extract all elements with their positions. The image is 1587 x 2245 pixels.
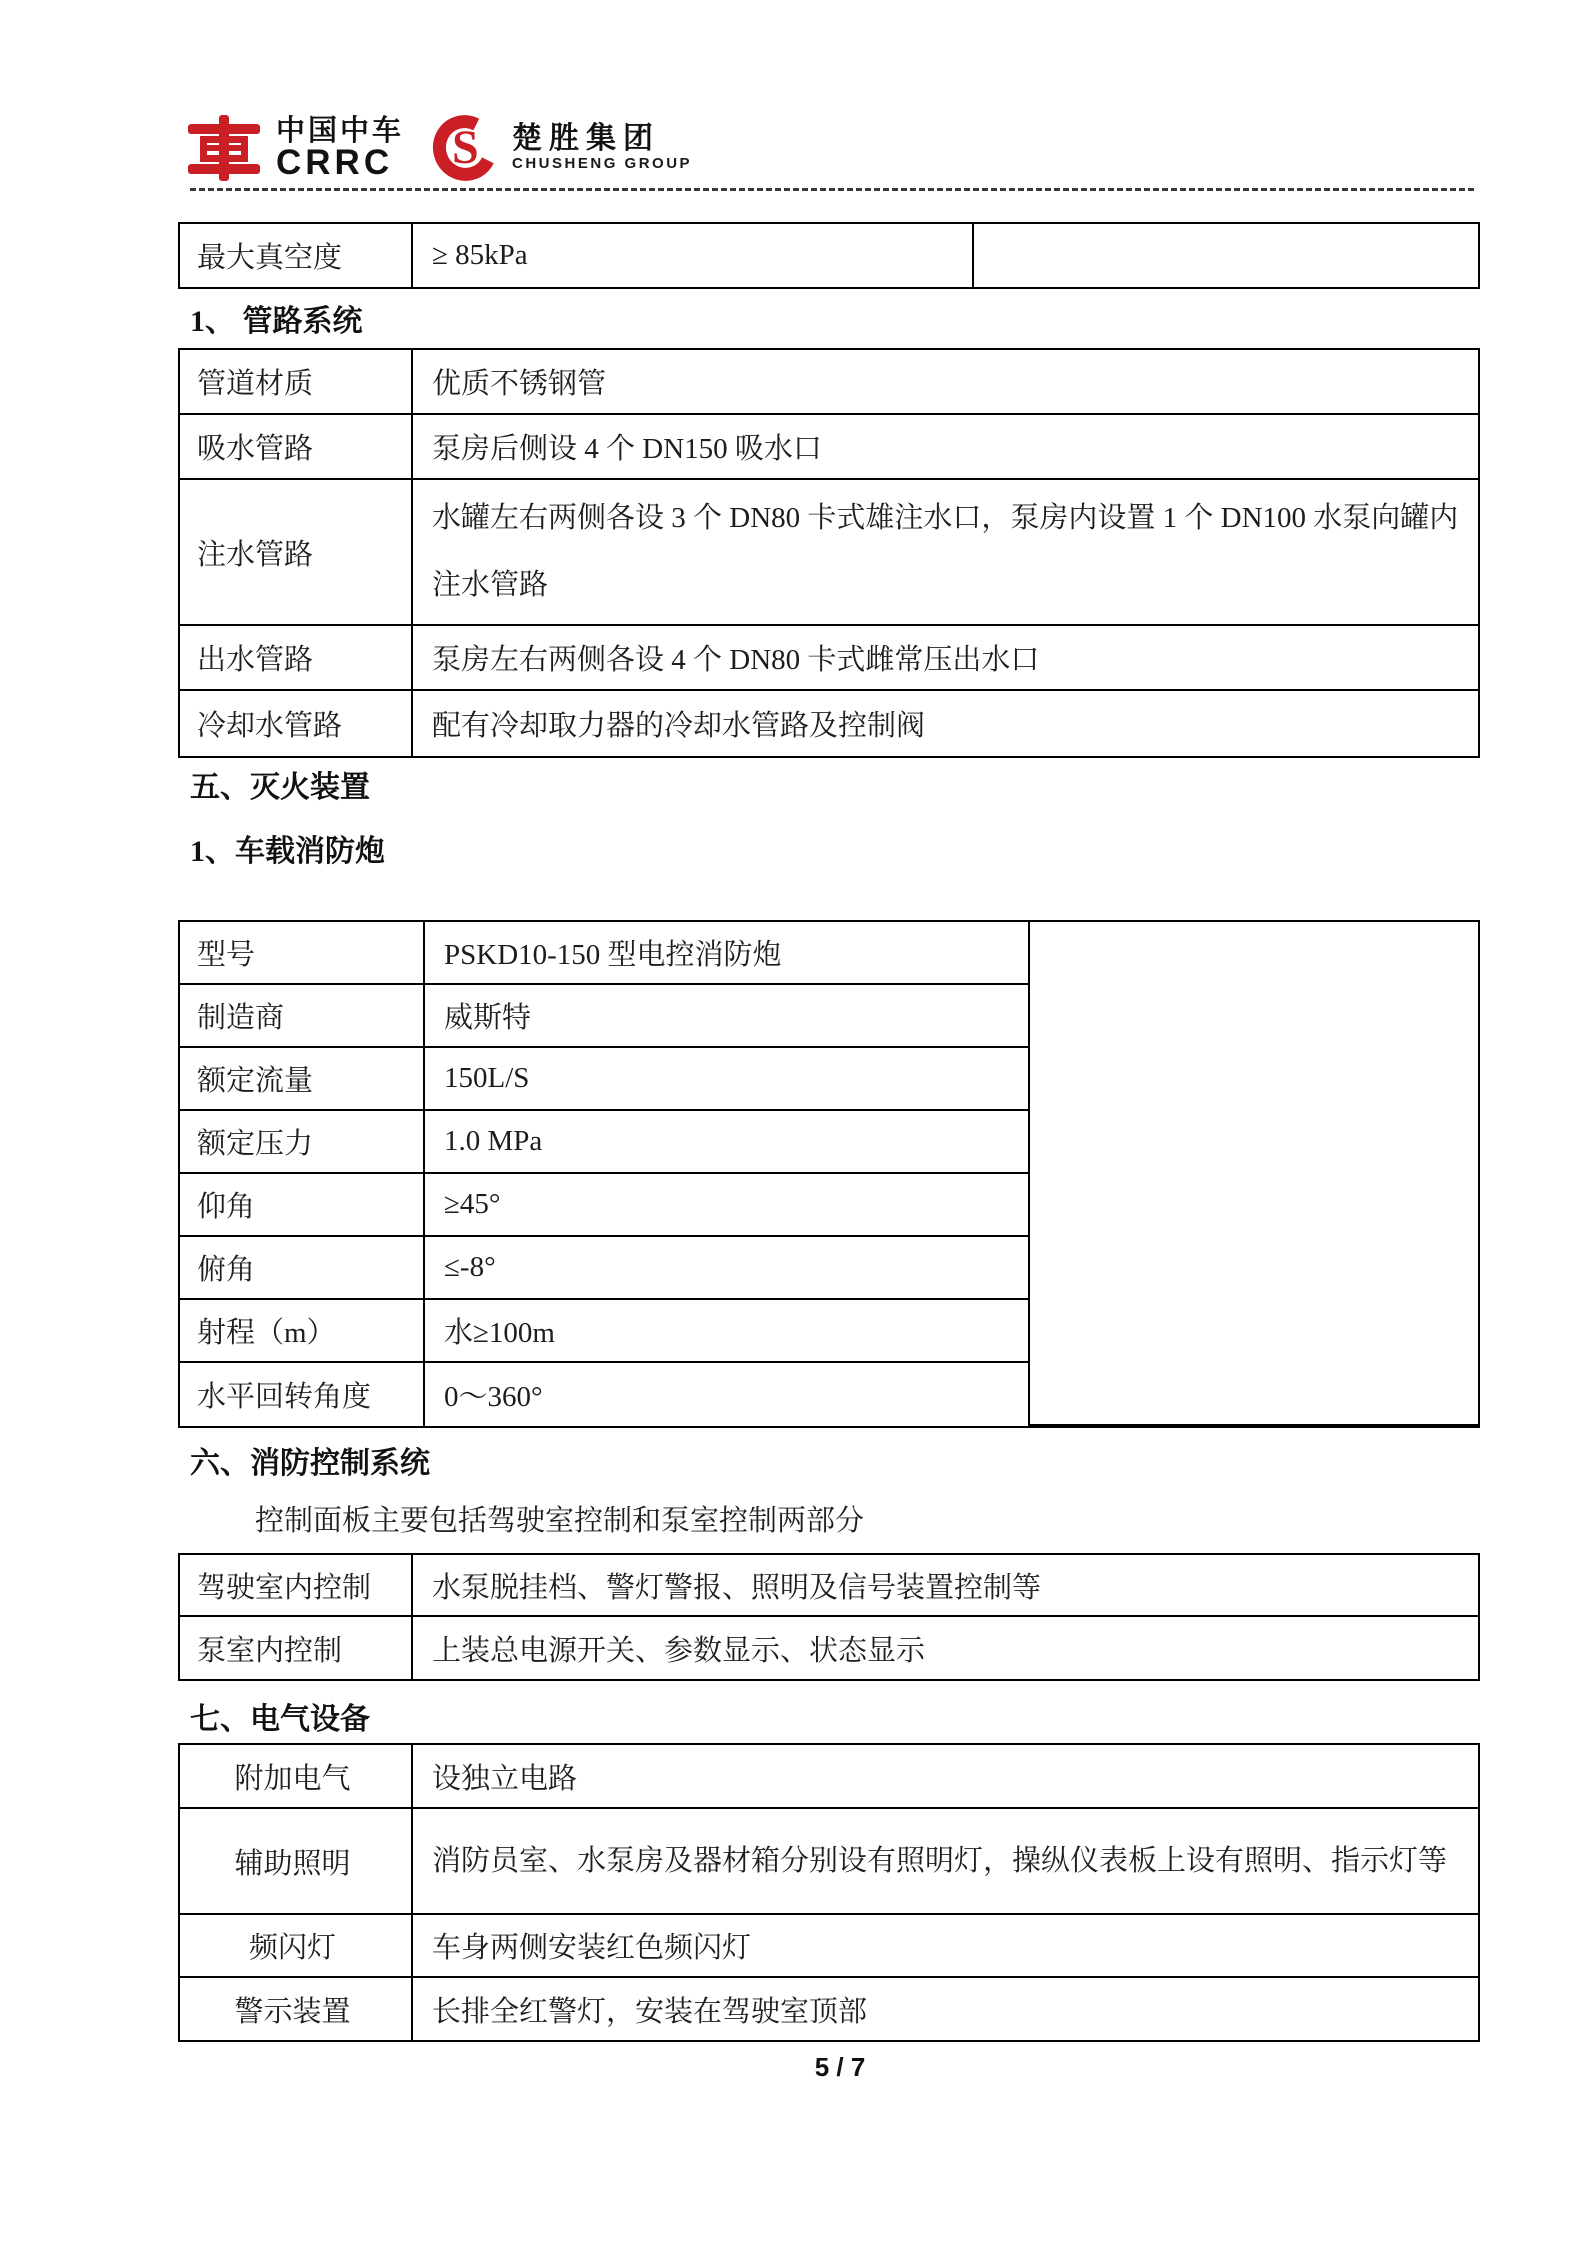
row-label: 泵室内控制	[180, 1617, 413, 1679]
row-label: 俯角	[180, 1237, 425, 1300]
header	[188, 112, 692, 184]
row-value: ≥45°	[425, 1174, 1030, 1237]
crrc-name-cn: 中国中车	[276, 115, 405, 147]
row-label: 额定压力	[180, 1111, 425, 1174]
row-value: 泵房后侧设 4 个 DN150 吸水口	[413, 415, 1478, 480]
monitor-note-cell	[1030, 922, 1478, 1426]
row-value: 0～360°	[425, 1363, 1030, 1426]
row-label: 警示装置	[180, 1978, 413, 2040]
row-value: 泵房左右两侧各设 4 个 DN80 卡式雌常压出水口	[413, 626, 1478, 691]
section-heading-electric: 七、电气设备	[190, 1703, 370, 1736]
row-label: 制造商	[180, 985, 425, 1048]
chusheng-logo-text	[512, 123, 692, 173]
chusheng-logo-block	[432, 114, 692, 182]
row-label: 驾驶室内控制	[180, 1555, 413, 1617]
row-value: PSKD10-150 型电控消防炮	[425, 922, 1030, 985]
row-value: 设独立电路	[413, 1745, 1478, 1809]
control-table	[178, 1553, 1480, 1681]
row-value: 水泵脱挂档、警灯警报、照明及信号装置控制等	[413, 1555, 1478, 1617]
row-value: ≤-8°	[425, 1237, 1030, 1300]
section-heading-monitor: 1、车载消防炮	[190, 835, 385, 868]
control-intro-paragraph: 控制面板主要包括驾驶室控制和泵室控制两部分	[255, 1505, 865, 1537]
row-value: 消防员室、水泵房及器材箱分别设有照明灯，操纵仪表板上设有照明、指示灯等	[413, 1809, 1478, 1915]
monitor-table	[178, 920, 1480, 1428]
row-value: 150L/S	[425, 1048, 1030, 1111]
page-number: 5 / 7	[814, 2052, 866, 2082]
row-value: 车身两侧安装红色频闪灯	[413, 1915, 1478, 1978]
row-label: 附加电气	[180, 1745, 413, 1809]
crrc-name-en: CRRC	[276, 143, 394, 182]
row-label: 型号	[180, 922, 425, 985]
row-value: 1.0 MPa	[425, 1111, 1030, 1174]
row-label: 最大真空度	[180, 224, 413, 287]
row-label: 水平回转角度	[180, 1363, 425, 1426]
row-label: 射程（m）	[180, 1300, 425, 1363]
row-label: 额定流量	[180, 1048, 425, 1111]
chusheng-name-en: CHUSHENG GROUP	[512, 155, 693, 172]
row-label: 频闪灯	[180, 1915, 413, 1978]
header-divider	[190, 188, 1474, 191]
row-value: 优质不锈钢管	[413, 350, 1478, 415]
row-label: 吸水管路	[180, 415, 413, 480]
crrc-logo-icon	[188, 115, 260, 181]
section-heading-pipe: 1、 管路系统	[190, 305, 363, 338]
section-heading-extinguish: 五、灭火装置	[190, 771, 370, 804]
row-label: 辅助照明	[180, 1809, 413, 1915]
row-value: 威斯特	[425, 985, 1030, 1048]
row-value: 水≥100m	[425, 1300, 1030, 1363]
row-label: 仰角	[180, 1174, 425, 1237]
row-label: 注水管路	[180, 480, 413, 626]
chusheng-logo-icon: S	[432, 114, 498, 182]
row-value: 水罐左右两侧各设 3 个 DN80 卡式雄注水口，泵房内设置 1 个 DN100 水泵向罐内注水管路	[413, 480, 1478, 626]
row-value: 长排全红警灯，安装在驾驶室顶部	[432, 1995, 868, 2028]
row-value: ≥ 85kPa	[413, 224, 974, 287]
crrc-logo-text	[276, 116, 404, 180]
row-value: 上装总电源开关、参数显示、状态显示	[432, 1634, 926, 1667]
vacuum-table	[178, 222, 1480, 289]
row-label: 出水管路	[180, 626, 413, 691]
electric-table	[178, 1743, 1480, 2042]
row-label: 冷却水管路	[180, 691, 413, 756]
chusheng-name-cn: 楚胜集团	[512, 122, 661, 155]
row-value: 配有冷却取力器的冷却水管路及控制阀	[432, 710, 926, 742]
pipe-table	[178, 348, 1480, 758]
row-label: 管道材质	[180, 350, 413, 415]
row-note	[974, 224, 1478, 287]
section-heading-control: 六、消防控制系统	[190, 1447, 430, 1480]
